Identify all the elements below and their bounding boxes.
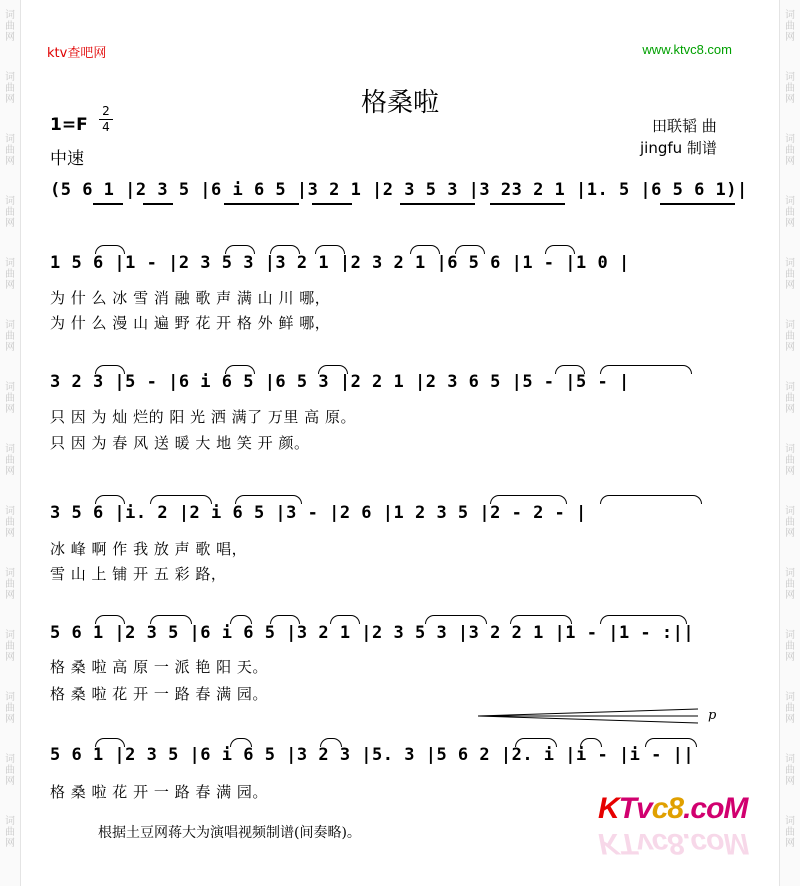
- song-title: 格桑啦: [360, 88, 439, 118]
- logo-c8: c8: [651, 792, 684, 825]
- side-watermark-left: 词 曲 网: [5, 754, 15, 787]
- slur: [225, 245, 255, 254]
- transcriber-credit: jingfu 制谱: [640, 139, 717, 157]
- beam: [143, 203, 173, 205]
- slur: [230, 615, 252, 624]
- slur: [235, 495, 302, 504]
- side-watermark-right: 词 曲 网: [785, 258, 795, 291]
- slur: [600, 615, 687, 624]
- beam: [400, 203, 475, 205]
- side-watermark-left: 词 曲 网: [5, 72, 15, 105]
- logo-dot: .: [683, 792, 691, 825]
- slur: [225, 365, 255, 374]
- side-watermark-right: 词 曲 网: [785, 692, 795, 725]
- side-watermark-left: 词 曲 网: [5, 816, 15, 849]
- side-watermark-left: 词 曲 网: [5, 444, 15, 477]
- logo-com: coM: [690, 792, 748, 825]
- notation-row-4: 3 5 6 |i. 2 |2 i 6 5 |3 - |2 6 |1 2 3 5 |2 - 2 - |: [50, 503, 587, 523]
- side-watermark-left: 词 曲 网: [5, 134, 15, 167]
- side-watermark-left: 词 曲 网: [5, 196, 15, 229]
- logo-tv: Tv: [618, 792, 652, 825]
- dynamic-piano: p: [708, 708, 717, 723]
- side-watermark-left: 词 曲 网: [5, 692, 15, 725]
- side-watermark-left: 词 曲 网: [5, 630, 15, 663]
- side-watermark-right: 词 曲 网: [785, 10, 795, 43]
- site-url-right[interactable]: www.ktvc8.com: [642, 42, 732, 57]
- beam: [224, 203, 299, 205]
- slur: [95, 738, 125, 747]
- slur: [95, 495, 125, 504]
- side-watermark-left: 词 曲 网: [5, 382, 15, 415]
- slur: [230, 738, 252, 747]
- lyric-row-6-verse-1: 格 桑 啦 花 开 一 路 春 满 园。: [50, 783, 268, 801]
- lyric-row-4-verse-2: 雪 山 上 铺 开 五 彩 路，: [50, 565, 227, 583]
- footer-note: 根据土豆网蒋大为演唱视频制谱(间奏略)。: [98, 825, 361, 841]
- side-watermark-left: 词 曲 网: [5, 10, 15, 43]
- slur: [270, 615, 300, 624]
- beam: [490, 203, 565, 205]
- side-watermark-right: 词 曲 网: [785, 754, 795, 787]
- time-numerator: 2: [102, 104, 110, 118]
- slur: [600, 365, 692, 374]
- composer-credit: 田联韬 曲: [652, 117, 717, 135]
- side-watermark-right: 词 曲 网: [785, 196, 795, 229]
- lyric-row-5-verse-1: 格 桑 啦 高 原 一 派 艳 阳 天。: [50, 658, 268, 676]
- slur: [645, 738, 697, 747]
- side-watermark-left: 词 曲 网: [5, 568, 15, 601]
- crescendo-hairpin: [478, 706, 698, 726]
- slur: [580, 738, 602, 747]
- slur: [600, 495, 702, 504]
- beam: [660, 203, 735, 205]
- side-watermark-left: 词 曲 网: [5, 320, 15, 353]
- lyric-row-4-verse-1: 冰 峰 啊 作 我 放 声 歌 唱，: [50, 540, 248, 558]
- side-watermark-right: 词 曲 网: [785, 320, 795, 353]
- slur: [315, 245, 345, 254]
- time-signature: [97, 104, 115, 135]
- notation-row-6: 5 6 1 |2 3 5 |6 i 6 5 |3 2 3 |5. 3 |5 6 2 |2. i |i - |i - ||: [50, 745, 695, 765]
- slur: [510, 615, 572, 624]
- notation-row-1: (5 6 1 |2 3 5 |6 i 6 5 |3 2 1 |2 3 5 3 |3 23 2 1 |1. 5 |6 5 6 1)|: [50, 180, 748, 200]
- slur: [320, 738, 342, 747]
- side-watermark-right: 词 曲 网: [785, 444, 795, 477]
- slur: [270, 245, 300, 254]
- time-denominator: 4: [102, 120, 110, 134]
- key-signature: 1=F: [50, 115, 88, 135]
- slur: [95, 365, 125, 374]
- lyric-row-2-verse-2: 为 什 么 漫 山 遍 野 花 开 格 外 鲜 哪，: [50, 314, 331, 332]
- tempo-marking: 中速: [50, 149, 84, 169]
- lyric-row-5-verse-2: 格 桑 啦 花 开 一 路 春 满 园。: [50, 685, 268, 703]
- slur: [150, 615, 192, 624]
- side-watermark-right: 词 曲 网: [785, 382, 795, 415]
- notation-row-2: 1 5 6 |1 - |2 3 5 3 |3 2 1 |2 3 2 1 |6 5 6 |1 - |1 0 |: [50, 253, 630, 273]
- ktvc8-logo[interactable]: [598, 792, 747, 826]
- slur: [95, 615, 125, 624]
- beam: [312, 203, 352, 205]
- slur: [330, 615, 360, 624]
- slur: [515, 738, 557, 747]
- slur: [318, 365, 348, 374]
- side-watermark-right: 词 曲 网: [785, 630, 795, 663]
- slur: [95, 245, 125, 254]
- side-watermark-right: 词 曲 网: [785, 568, 795, 601]
- side-watermark-right: 词 曲 网: [785, 506, 795, 539]
- logo-k: K: [598, 792, 619, 825]
- slur: [410, 245, 440, 254]
- logo-reflection: KTvc8.coM: [598, 827, 748, 860]
- side-watermark-left: 词 曲 网: [5, 258, 15, 291]
- slur: [490, 495, 567, 504]
- slur: [425, 615, 487, 624]
- lyric-row-2-verse-1: 为 什 么 冰 雪 消 融 歌 声 满 山 川 哪，: [50, 289, 331, 307]
- site-name-left[interactable]: ktv查吧网: [47, 46, 107, 61]
- slur: [150, 495, 212, 504]
- beam: [93, 203, 123, 205]
- slur: [545, 245, 575, 254]
- slur: [455, 245, 485, 254]
- side-watermark-right: 词 曲 网: [785, 134, 795, 167]
- lyric-row-3-verse-2: 只 因 为 春 风 送 暖 大 地 笑 开 颜。: [50, 434, 310, 452]
- side-watermark-right: 词 曲 网: [785, 72, 795, 105]
- slur: [555, 365, 585, 374]
- lyric-row-3-verse-1: 只 因 为 灿 烂的 阳 光 洒 满了 万里 高 原。: [50, 408, 356, 426]
- notation-row-5: 5 6 1 |2 3 5 |6 i 6 5 |3 2 1 |2 3 5 3 |3 2 2 1 |1 - |1 - :||: [50, 623, 695, 643]
- side-watermark-right: 词 曲 网: [785, 816, 795, 849]
- notation-row-3: 3 2 3 |5 - |6 i 6 5 |6 5 3 |2 2 1 |2 3 6 5 |5 - |5 - |: [50, 372, 630, 392]
- side-watermark-left: 词 曲 网: [5, 506, 15, 539]
